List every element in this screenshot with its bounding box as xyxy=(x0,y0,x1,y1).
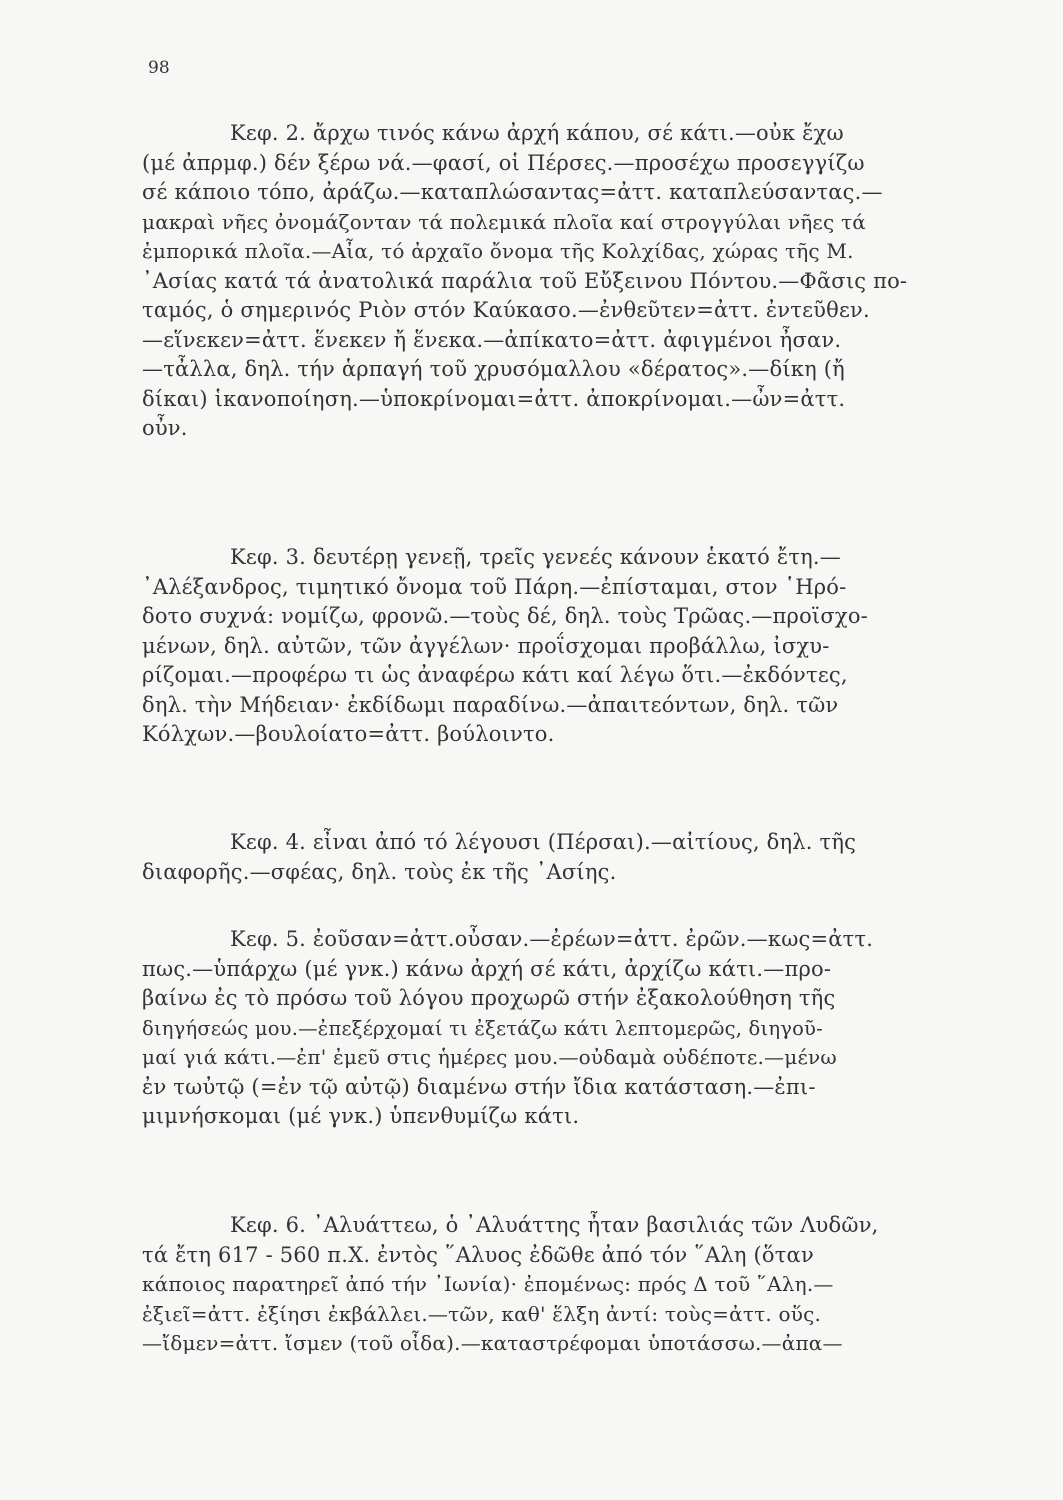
text-line: ἐξιεῖ=ἀττ. ἐξίησι ἐκβάλλει.—τῶν, καθ' ἕλξη ἀντί: τοὺς=ἀττ. οὕς. xyxy=(142,1301,822,1326)
section-kef-6 xyxy=(142,1211,1037,1359)
text-line: Κεφ. 2. ἄρχω τινός κάνω ἀρχή κάπου, σέ κάτι.—οὐκ ἔχω xyxy=(230,121,844,145)
text-line: σέ κάποιο τόπο, ἀράζω.—καταπλώσαντας=ἀττ. καταπλεύσαντας.— xyxy=(142,180,883,204)
text-line: Κεφ. 4. εἶναι ἀπό τό λέγουσι (Πέρσαι).—αἰτίους, δηλ. τῆς xyxy=(230,830,857,854)
text-line: τά ἔτη 617 - 560 π.Χ. ἐντὸς ῞Αλυος ἐδῶθε ἀπό τόν ῞Αλη (ὅταν xyxy=(142,1242,814,1267)
text-line: πως.—ὑπάρχω (μέ γνκ.) κάνω ἀρχή σέ κάτι, ἀρχίζω κάτι.—προ- xyxy=(142,956,832,981)
text-line: —ἴδμεν=ἀττ. ἴσμεν (τοῦ οἶδα).—καταστρέφομαι ὑποτάσσω.—ἀπα— xyxy=(142,1331,843,1355)
text-line: (μέ ἀπρμφ.) δέν ξέρω νά.—φασί, οἱ Πέρσες.—προσέχω προσεγγίζω xyxy=(142,150,865,175)
text-line: ᾿Αλέξανδρος, τιμητικό ὄνομα τοῦ Πάρη.—ἐπίσταμαι, στον ῾Ηρό- xyxy=(142,574,847,599)
text-line: ἐμπορικά πλοῖα.—Αἶα, τό ἀρχαῖο ὄνομα τῆς Κολχίδας, χώρας τῆς Μ. xyxy=(142,239,854,263)
text-line: ἐν τωὐτῷ (=ἐν τῷ αὐτῷ) διαμένω στήν ἴδια κατάσταση.—ἐπι- xyxy=(142,1074,816,1099)
text-line: δίκαι) ἱκανοποίηση.—ὑποκρίνομαι=ἀττ. ἀποκρίνομαι.—ὦν=ἀττ. xyxy=(142,386,846,411)
section-kef-5 xyxy=(142,925,1037,1132)
text-line: —εἵνεκεν=ἀττ. ἕνεκεν ἤ ἕνεκα.—ἀπίκατο=ἀττ. ἀφιγμένοι ἦσαν. xyxy=(142,327,842,352)
text-line: μακραὶ νῆες ὀνομάζονταν τά πολεμικά πλοῖα καί στρογγύλαι νῆες τά xyxy=(142,209,866,234)
section-kef-3 xyxy=(142,543,1037,750)
text-line: ρίζομαι.—προφέρω τι ὡς ἀναφέρω κάτι καί λέγω ὅτι.—ἐκδόντες, xyxy=(142,663,848,687)
text-line: μαί γιά κάτι.—ἐπ' ἐμεῦ στις ἡμέρες μου.—οὐδαμὰ οὐδέποτε.—μένω xyxy=(142,1045,837,1069)
text-line: διηγήσεώς μου.—ἐπεξέρχομαί τι ἐξετάζω κάτι λεπτομερῶς, διηγοῦ- xyxy=(142,1016,823,1040)
text-line: —τἆλλα, δηλ. τήν ἁρπαγή τοῦ χρυσόμαλλου «δέρατος».—δίκη (ἤ xyxy=(142,357,845,381)
text-line: δοτο συχνά: νομίζω, φρονῶ.—τοὺς δέ, δηλ. τοὺς Τρῶας.—προϊσχο- xyxy=(142,604,868,628)
page-number: 98 xyxy=(148,58,170,78)
text-line: δηλ. τὴν Μήδειαν· ἐκδίδωμι παραδίνω.—ἀπαιτεόντων, δηλ. τῶν xyxy=(142,692,839,717)
text-line: κάποιος παρατηρεῖ ἀπό τήν ᾿Ιωνία)· ἐπομένως: πρός Δ τοῦ ῞Αλη.— xyxy=(142,1272,834,1296)
text-line: ταμός, ὁ σημερινός Ριὸν στόν Καύκασο.—ἐνθεῦτεν=ἀττ. ἐντεῦθεν. xyxy=(142,298,870,322)
text-line: Κεφ. 6. ᾿Αλυάττεω, ὁ ᾿Αλυάττης ἦταν βασιλιάς τῶν Λυδῶν, xyxy=(230,1213,879,1237)
text-line: Κεφ. 3. δευτέρῃ γενεῇ, τρεῖς γενεές κάνουν ἑκατό ἔτη.— xyxy=(230,545,842,569)
section-kef-2 xyxy=(142,119,1037,444)
text-line: μιμνήσκομαι (μέ γνκ.) ὑπενθυμίζω κάτι. xyxy=(142,1104,580,1128)
text-line: μένων, δηλ. αὐτῶν, τῶν ἀγγέλων· προΐσχομαι προβάλλω, ἰσχυ- xyxy=(142,633,830,658)
text-line: οὖν. xyxy=(142,416,188,440)
text-line: ᾿Ασίας κατά τά ἀνατολικά παράλια τοῦ Εὔξεινου Πόντου.—Φᾶσις πο- xyxy=(142,268,908,293)
text-line: Κόλχων.—βουλοίατο=ἀττ. βούλοιντο. xyxy=(142,722,555,746)
text-line: Κεφ. 5. ἐοῦσαν=ἀττ.οὖσαν.—ἐρέων=ἀττ. ἐρῶν.—κως=ἀττ. xyxy=(230,927,874,951)
text-line: βαίνω ἐς τὸ πρόσω τοῦ λόγου προχωρῶ στήν ἐξακολούθηση τῆς xyxy=(142,986,836,1010)
text-line: διαφορῆς.—σφέας, δηλ. τοὺς ἐκ τῆς ᾿Ασίης. xyxy=(142,859,617,884)
section-kef-4 xyxy=(142,828,1037,887)
